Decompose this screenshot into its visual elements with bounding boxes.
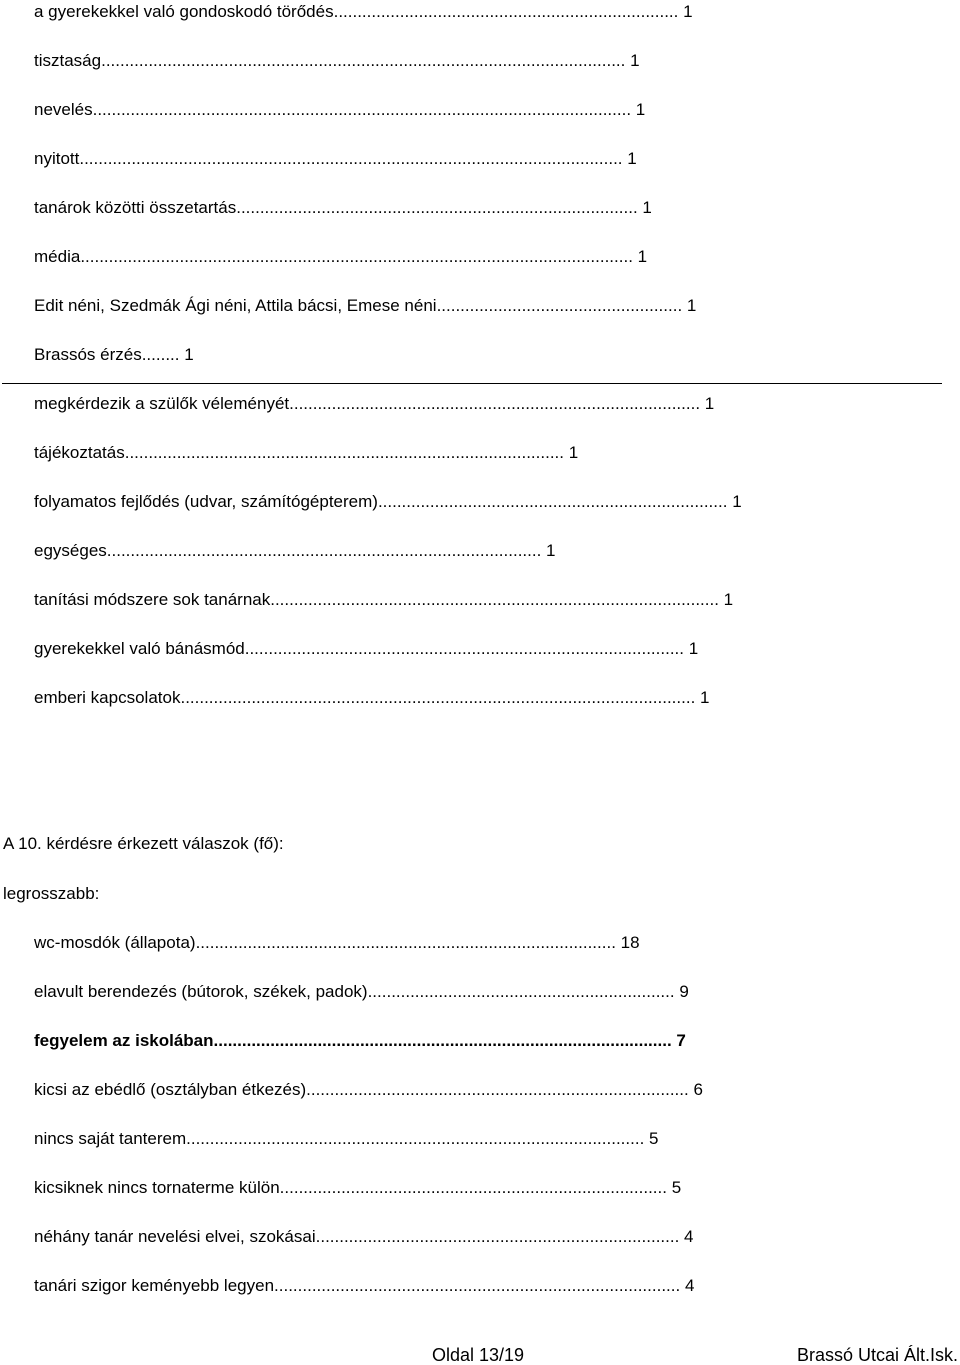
item-label: kicsiknek nincs tornaterme külön [34, 1178, 280, 1197]
item-count: 1 [184, 345, 194, 364]
item-label: tisztaság [34, 51, 102, 70]
item-count: 1 [568, 443, 579, 462]
list-item: wc-mosdók (állapota)......................................................................................... 18 [34, 933, 640, 952]
list-item: nyitott................................................................................................................... 1 [34, 149, 637, 168]
list-item: nincs saját tanterem................................................................................................. 5 [34, 1129, 659, 1148]
item-label: nincs saját tanterem [34, 1129, 187, 1148]
item-label: nyitott [34, 149, 80, 168]
item-label: wc-mosdók (állapota) [34, 933, 196, 952]
list-item: egységes............................................................................................ 1 [34, 541, 556, 560]
item-label: tanárok közötti összetartás [34, 198, 237, 217]
item-count: 7 [676, 1031, 686, 1050]
list-item: megkérdezik a szülők véleményét....................................................................................... 1 [34, 394, 715, 413]
item-count: 6 [693, 1080, 703, 1099]
item-label: tájékoztatás [34, 443, 125, 462]
list-item: emberi kapcsolatok............................................................................................................. 1 [34, 688, 710, 707]
section-subheading: legrosszabb: [3, 884, 100, 903]
item-label: nevelés [34, 100, 93, 119]
item-count: 1 [635, 100, 646, 119]
list-item: elavult berendezés (bútorok, székek, padok)................................................................. 9 [34, 982, 689, 1001]
item-count: 4 [684, 1276, 695, 1295]
item-count: 1 [688, 639, 699, 658]
item-label: néhány tanár nevelési elvei, szokásai [34, 1227, 316, 1246]
list-item: fegyelem az iskolában................................................................................................. 7 [34, 1031, 686, 1050]
item-count: 1 [637, 247, 648, 266]
item-label: fegyelem az iskolában [34, 1031, 214, 1050]
list-item: tanárok közötti összetartás..................................................................................... 1 [34, 198, 652, 217]
item-count: 1 [732, 492, 742, 511]
list-item: folyamatos fejlődés (udvar, számítógépterem).......................................................................... 1 [34, 492, 742, 511]
item-label: folyamatos fejlődés (udvar, számítógépterem) [34, 492, 378, 511]
item-count: 1 [700, 688, 710, 707]
item-label: kicsi az ebédlő (osztályban étkezés) [34, 1080, 307, 1099]
item-count: 1 [642, 198, 652, 217]
item-count: 1 [686, 296, 697, 315]
page-number: Oldal 13/19 [432, 1345, 525, 1365]
horizontal-rule [2, 383, 942, 384]
item-label: a gyerekekkel való gondoskodó törődés [34, 2, 334, 21]
item-count: 9 [679, 982, 689, 1001]
list-item: néhány tanár nevelési elvei, szokásai............................................................................. 4 [34, 1227, 694, 1246]
list-item: Edit néni, Szedmák Ági néni, Attila bácsi, Emese néni.................................................... 1 [34, 296, 697, 315]
item-count: 1 [546, 541, 556, 560]
list-item: Brassós érzés........ 1 [34, 345, 194, 364]
section-heading: A 10. kérdésre érkezett válaszok (fő): [3, 834, 284, 853]
item-label: egységes [34, 541, 107, 560]
list-item: média..................................................................................................................... 1 [34, 247, 648, 266]
list-item: kicsiknek nincs tornaterme külön.................................................................................. 5 [34, 1178, 682, 1197]
item-label: Brassós érzés [34, 345, 142, 364]
list-item: tanítási módszere sok tanárnak............................................................................................... 1 [34, 590, 734, 609]
item-count: 5 [671, 1178, 682, 1197]
item-label: tanítási módszere sok tanárnak [34, 590, 271, 609]
item-count: 1 [723, 590, 734, 609]
school-name: Brassó Utcai Ált.Isk. [796, 1345, 958, 1365]
item-count: 1 [683, 2, 693, 21]
list-item: nevelés.................................................................................................................. 1 [34, 100, 646, 119]
item-count: 1 [630, 51, 640, 70]
item-label: Edit néni, Szedmák Ági néni, Attila bácsi, Emese néni [34, 296, 437, 315]
item-label: elavult berendezés (bútorok, székek, padok) [34, 982, 368, 1001]
item-count: 5 [649, 1129, 659, 1148]
item-count: 4 [684, 1227, 694, 1246]
list-item: kicsi az ebédlő (osztályban étkezés)................................................................................. 6 [34, 1080, 703, 1099]
item-label: média [34, 247, 81, 266]
item-label: emberi kapcsolatok [34, 688, 181, 707]
list-item: gyerekekkel való bánásmód............................................................................................. 1 [34, 639, 699, 658]
item-count: 1 [704, 394, 715, 413]
list-item: tisztaság............................................................................................................... 1 [34, 51, 640, 70]
list-item: tájékoztatás............................................................................................. 1 [34, 443, 579, 462]
item-count: 1 [627, 149, 637, 168]
item-label: gyerekekkel való bánásmód [34, 639, 245, 658]
item-label: megkérdezik a szülők véleményét [34, 394, 290, 413]
item-count: 18 [620, 933, 640, 952]
list-item: a gyerekekkel való gondoskodó törődés......................................................................... 1 [34, 2, 693, 21]
list-item: tanári szigor keményebb legyen...................................................................................... 4 [34, 1276, 695, 1295]
item-label: tanári szigor keményebb legyen [34, 1276, 275, 1295]
